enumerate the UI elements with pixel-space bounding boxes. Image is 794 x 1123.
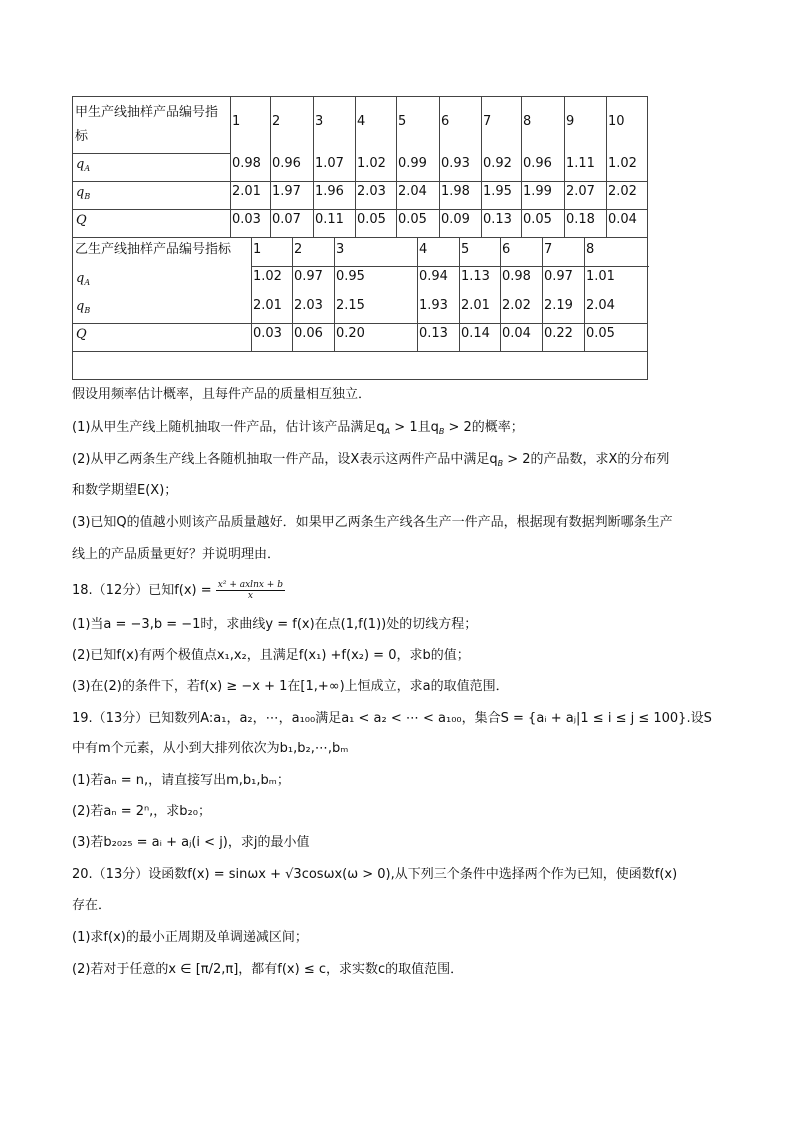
table-cell-qb-a: 1.99 <box>523 184 552 199</box>
table-cell-qb-b: 2.02 <box>502 298 531 313</box>
q18-denominator: x <box>247 591 253 601</box>
grid-line <box>584 237 585 351</box>
grid-line <box>73 181 647 182</box>
table-cell-Q-b: 0.22 <box>544 326 573 341</box>
question-18-part-2: (2)已知f(x)有两个极值点x₁,x₂，且满足f(x₁) +f(x₂) = 0，求b的值； <box>72 648 470 663</box>
table-cell-qb-b: 2.01 <box>461 298 490 313</box>
table-cell-qa-a: 0.92 <box>483 156 512 171</box>
table-cell-qa-b: 1.02 <box>253 269 282 284</box>
table-cell-qa-b: 0.97 <box>294 269 323 284</box>
q18-text: 18.（12分）已知f(x) = <box>72 583 212 598</box>
row-label-qa-text: q <box>76 271 85 286</box>
table-cell-qa-a: 1.02 <box>357 156 386 171</box>
grid-line <box>396 97 397 237</box>
question-18-part-1: (1)当a = −3,b = −1时，求曲线y = f(x)在点(1,f(1))处的切线方程； <box>72 617 478 632</box>
table-cell-Q-a: 0.07 <box>272 212 301 227</box>
grid-line <box>334 237 335 351</box>
question-17-part-1 <box>72 419 524 441</box>
question-20-part-2: (2)若对于任意的x ∈ [π/2,π]，都有f(x) ≤ c，求实数c的取值范围． <box>72 962 464 977</box>
table-cell-qa-a: 1.02 <box>608 156 637 171</box>
table-cell-id-a: 4 <box>357 114 366 129</box>
table-cell-qa-a: 0.93 <box>441 156 470 171</box>
table-cell-id-a: 1 <box>232 114 241 129</box>
table-cell-id-a: 3 <box>315 114 324 129</box>
table-cell-qb-b: 2.03 <box>294 298 323 313</box>
grid-line <box>73 323 647 324</box>
table-cell-id-a: 7 <box>483 114 492 129</box>
grid-line <box>439 97 440 237</box>
question-19-part-1: (1)若aₙ = n,，请直接写出m,b₁,bₘ； <box>72 773 290 788</box>
question-17-part-3: (3)已知Q的值越小则该产品质量越好．如果甲乙两条生产线各生产一件产品，根据现有数据判断哪条生产 <box>72 515 673 530</box>
sample-data-table <box>72 96 648 380</box>
table-cell-Q-a: 0.04 <box>608 212 637 227</box>
grid-line <box>459 237 460 351</box>
question-19-part-3: (3)若b₂₀₂₅ = aᵢ + aⱼ(i < j)，求j的最小值 <box>72 835 310 850</box>
table-cell-qb-b: 2.19 <box>544 298 573 313</box>
question-19: 19.（13分）已知数列A:a₁，a₂，⋯，a₁₀₀满足a₁ < a₂ < ⋯ < a₁₀₀，集合S = {aᵢ + aⱼ|1 ≤ i ≤ j ≤ 100}.设S <box>72 711 712 726</box>
question-19-cont: 中有m个元素，从小到大排列依次为b₁,b₂,⋯,bₘ <box>72 741 349 756</box>
table-cell-Q-a: 0.13 <box>483 212 512 227</box>
q17-2-text: (2)从甲乙两条生产线上各随机抽取一件产品，设X表示这两件产品中满足q <box>72 452 498 467</box>
table-cell-qb-a: 2.04 <box>398 184 427 199</box>
grid-line <box>251 266 649 267</box>
table-cell-qb-b: 2.04 <box>586 298 615 313</box>
grid-line <box>417 237 418 351</box>
table-cell-Q-a: 0.09 <box>441 212 470 227</box>
table-cell-qb-b: 1.93 <box>419 298 448 313</box>
grid-line <box>73 153 231 154</box>
table-cell-Q-a: 0.03 <box>232 212 261 227</box>
table-cell-Q-a: 0.05 <box>523 212 552 227</box>
question-18 <box>72 580 285 601</box>
table-cell-id-b: 7 <box>544 242 553 257</box>
grid-line <box>606 97 607 237</box>
row-label-qa <box>76 158 90 176</box>
q18-numerator: x² + axlnx + b <box>217 580 283 590</box>
grid-line <box>521 97 522 237</box>
table-cell-Q-b: 0.20 <box>336 326 365 341</box>
table-cell-Q-b: 0.04 <box>502 326 531 341</box>
table-cell-Q-a: 0.18 <box>566 212 595 227</box>
q17-1-text: (1)从甲生产线上随机抽取一件产品，估计该产品满足q <box>72 420 385 435</box>
table-cell-id-a: 8 <box>523 114 532 129</box>
question-19-part-2: (2)若aₙ = 2ⁿ,，求b₂₀； <box>72 804 211 819</box>
assumption-text: 假设用频率估计概率，且每件产品的质量相互独立． <box>72 387 372 402</box>
question-17-part-2-cont: 和数学期望E(X)； <box>72 483 178 498</box>
table-cell-qa-b: 0.94 <box>419 269 448 284</box>
table-cell-qa-a: 0.99 <box>398 156 427 171</box>
table-cell-qb-a: 1.95 <box>483 184 512 199</box>
table-cell-Q-a: 0.05 <box>398 212 427 227</box>
row-label-Q: Q <box>76 327 87 342</box>
table-cell-id-a: 9 <box>566 114 575 129</box>
row-label-qb-text: q <box>76 185 85 200</box>
table-cell-Q-b: 0.06 <box>294 326 323 341</box>
question-17-part-3-cont: 线上的产品质量更好？并说明理由． <box>72 547 281 562</box>
table-cell-id-b: 8 <box>586 242 595 257</box>
table-cell-qb-b: 2.15 <box>336 298 365 313</box>
table-cell-id-b: 2 <box>294 242 303 257</box>
table-cell-qb-b: 2.01 <box>253 298 282 313</box>
q17-1-text-c: > 2的概率； <box>444 420 524 435</box>
table-cell-Q-a: 0.05 <box>357 212 386 227</box>
row-label-Q: Q <box>76 213 87 228</box>
grid-line <box>313 97 314 237</box>
table-cell-id-a: 2 <box>272 114 281 129</box>
table-cell-qb-a: 1.97 <box>272 184 301 199</box>
row-label-qa-sub: A <box>84 278 91 287</box>
table-cell-qa-b: 1.13 <box>461 269 490 284</box>
grid-line <box>270 97 271 237</box>
sub-B: B <box>438 427 445 436</box>
table-cell-Q-b: 0.14 <box>461 326 490 341</box>
grid-line <box>542 237 543 351</box>
question-20: 20.（13分）设函数f(x) = sinωx + √3cosωx(ω > 0),从下列三个条件中选择两个作为已知，使函数f(x) <box>72 867 678 882</box>
table-cell-qa-a: 0.96 <box>272 156 301 171</box>
table-cell-id-a: 10 <box>608 114 625 129</box>
question-20-cont: 存在． <box>72 898 112 913</box>
header-line-a <box>75 101 229 149</box>
row-label-qa <box>76 272 90 290</box>
table-cell-id-a: 5 <box>398 114 407 129</box>
table-cell-qa-a: 1.11 <box>566 156 595 171</box>
row-label-qb <box>76 186 90 204</box>
question-17-part-2 <box>72 451 669 473</box>
table-cell-Q-b: 0.13 <box>419 326 448 341</box>
q18-fraction <box>216 580 285 601</box>
grid-line <box>500 237 501 351</box>
grid-line <box>251 237 252 351</box>
row-label-qa-sub: A <box>84 164 91 173</box>
grid-line <box>292 237 293 351</box>
sub-B: B <box>497 459 504 468</box>
table-cell-Q-a: 0.11 <box>315 212 344 227</box>
table-cell-qb-a: 2.03 <box>357 184 386 199</box>
table-cell-id-b: 3 <box>336 242 345 257</box>
row-label-qa-text: q <box>76 157 85 172</box>
table-cell-qa-b: 0.97 <box>544 269 573 284</box>
grid-line <box>355 97 356 237</box>
grid-line <box>230 97 231 237</box>
row-label-qb <box>76 300 90 318</box>
table-cell-qa-b: 0.95 <box>336 269 365 284</box>
header-a-text: 甲生产线抽样产品编号指标 <box>75 105 219 144</box>
question-20-part-1: (1)求f(x)的最小正周期及单调递减区间； <box>72 930 308 945</box>
header-b-text: 乙生产线抽样产品编号指标 <box>75 242 232 257</box>
table-cell-id-b: 1 <box>253 242 262 257</box>
grid-line <box>73 209 647 210</box>
table-cell-id-a: 6 <box>441 114 450 129</box>
grid-line <box>481 97 482 237</box>
table-cell-Q-b: 0.05 <box>586 326 615 341</box>
table-cell-qa-a: 1.07 <box>315 156 344 171</box>
table-cell-id-b: 4 <box>419 242 428 257</box>
row-label-qb-sub: B <box>84 192 91 201</box>
table-cell-qb-a: 2.02 <box>608 184 637 199</box>
table-cell-qb-a: 1.98 <box>441 184 470 199</box>
table-cell-qa-a: 0.98 <box>232 156 261 171</box>
table-cell-Q-b: 0.03 <box>253 326 282 341</box>
grid-line <box>73 351 647 352</box>
row-label-qb-sub: B <box>84 306 91 315</box>
question-18-part-3: (3)在(2)的条件下，若f(x) ≥ −x + 1在[1,+∞)上恒成立，求a的取值范围． <box>72 679 509 694</box>
table-cell-qb-a: 2.07 <box>566 184 595 199</box>
grid-line <box>73 237 647 238</box>
q17-2-text-b: > 2的产品数，求X的分布列 <box>503 452 670 467</box>
table-cell-qa-b: 0.98 <box>502 269 531 284</box>
table-cell-qa-b: 1.01 <box>586 269 615 284</box>
table-cell-qb-a: 2.01 <box>232 184 261 199</box>
sub-A: A <box>384 427 391 436</box>
table-cell-qa-a: 0.96 <box>523 156 552 171</box>
table-cell-id-b: 6 <box>502 242 511 257</box>
row-label-qb-text: q <box>76 299 85 314</box>
table-cell-qb-a: 1.96 <box>315 184 344 199</box>
grid-line <box>564 97 565 237</box>
table-cell-id-b: 5 <box>461 242 470 257</box>
q17-1-text-b: > 1且q <box>390 420 439 435</box>
